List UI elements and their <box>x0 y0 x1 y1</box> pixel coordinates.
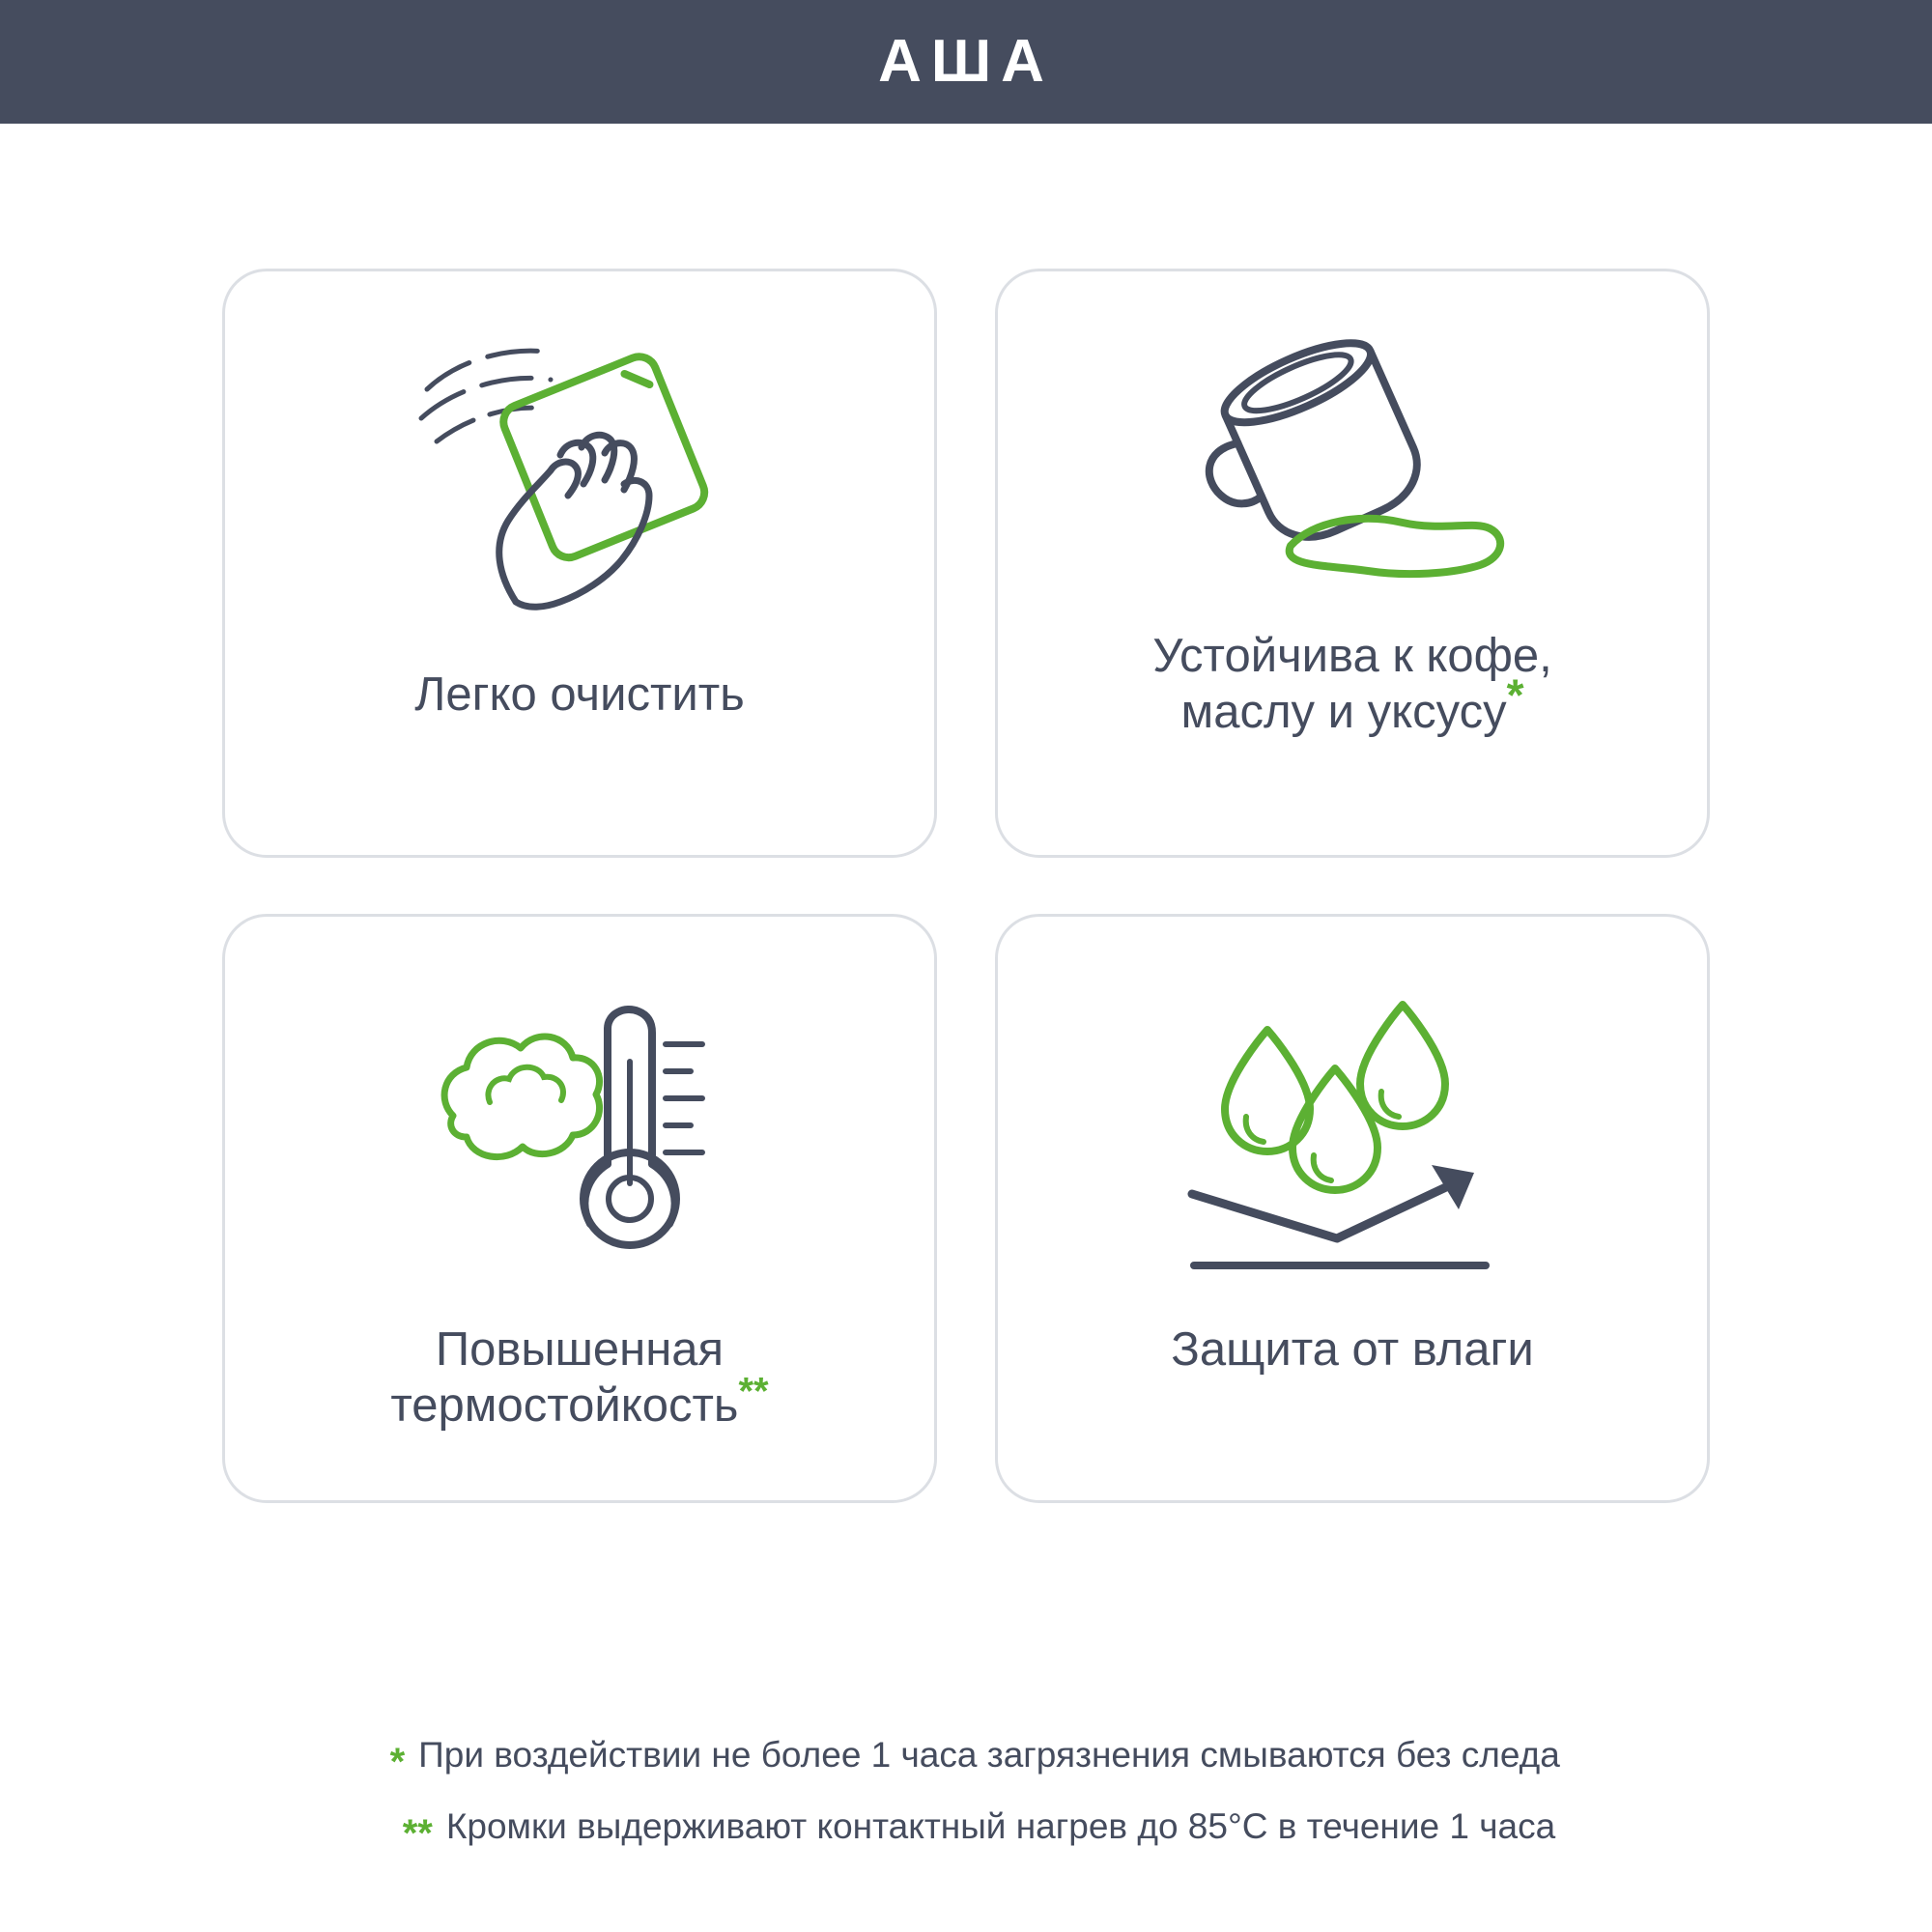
footnote-item <box>377 1803 1556 1855</box>
feature-card-moisture-protection <box>995 914 1710 1503</box>
footnote-text: Кромки выдерживают контактный нагрев до 85°C в течение 1 часа <box>445 1806 1556 1846</box>
feature-label-line1: Повышенная <box>435 1323 724 1376</box>
feature-label-line2: термостойкость <box>390 1378 739 1432</box>
feature-card-stain-resistant <box>995 269 1710 858</box>
water-droplets-repel-icon <box>1027 955 1678 1313</box>
feature-label-heat-resistant <box>390 1322 768 1435</box>
footnote-marker-single: * <box>389 1741 406 1783</box>
page-title: AШA <box>878 28 1054 95</box>
footnote-text: При воздействии не более 1 часа загрязнения смываются без следа <box>418 1735 1560 1775</box>
page-header <box>0 0 1932 124</box>
feature-label-line2: маслу и уксусу <box>1180 685 1507 738</box>
feature-label-moisture-protection: Защита от влаги <box>1171 1323 1534 1376</box>
hand-wiping-cloth-icon <box>254 310 905 658</box>
spilled-cup-icon <box>1027 310 1678 629</box>
footnote-marker-single: * <box>1506 669 1524 721</box>
feature-label-stain-resistant <box>1152 629 1552 741</box>
footnote-item <box>372 1731 1560 1783</box>
feature-card-grid <box>222 269 1710 1503</box>
feature-label-line1: Устойчива к кофе, <box>1152 630 1552 682</box>
feature-label-easy-clean: Легко очистить <box>414 668 745 721</box>
footnote-marker-double: ** <box>402 1812 433 1855</box>
footnote-marker-double: ** <box>738 1370 769 1413</box>
feature-card-heat-resistant <box>222 914 937 1503</box>
feature-card-easy-clean <box>222 269 937 858</box>
footnote-list <box>0 1731 1932 1855</box>
thermometer-steam-icon <box>254 955 905 1322</box>
